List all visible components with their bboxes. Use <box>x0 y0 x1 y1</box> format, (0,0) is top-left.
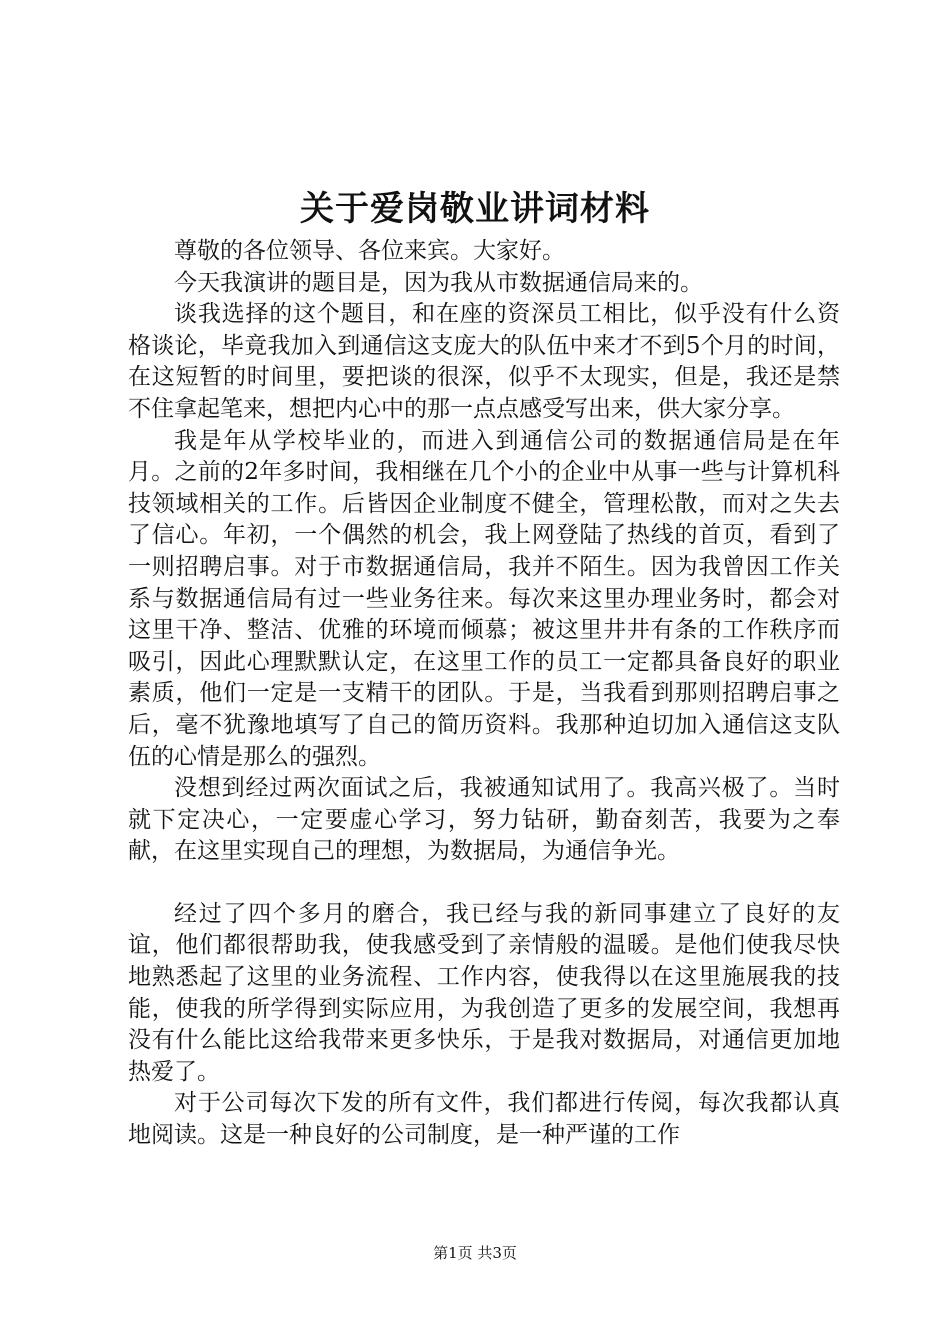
document-body <box>128 236 840 1152</box>
paragraph-choice: 谈我选择的这个题目，和在座的资深员工相比，似乎没有什么资格谈论，毕竟我加入到通信这支庞大的队伍中来才不到5个月的时间，在这短暂的时间里，要把谈的很深，似乎不太现实，但是，我还是禁不住拿起笔来，想把内心中的那一点点感受写出来，供大家分享。 <box>128 301 840 422</box>
page-number: 第1页 共3页 <box>433 1244 517 1262</box>
document-title: 关于爱岗敬业讲词材料 <box>300 189 650 229</box>
paragraph-documents: 对于公司每次下发的所有文件，我们都进行传阅，每次我都认真地阅读。这是一种良好的公司制度，是一种严谨的工作 <box>128 1090 840 1149</box>
paragraph-colleagues: 经过了四个多月的磨合，我已经与我的新同事建立了良好的友谊，他们都很帮助我，使我感受到了亲情般的温暖。是他们使我尽快地熟悉起了这里的业务流程、工作内容，使我得以在这里施展我的技能，使我的所学得到实际应用，为我创造了更多的发展空间，我想再没有什么能比这给我带来更多快乐，于是我对数据局，对通信更加地热爱了。 <box>128 900 840 1085</box>
paragraph-interview: 没想到经过两次面试之后，我被通知试用了。我高兴极了。当时就下定决心，一定要虚心学习，努力钻研，勤奋刻苦，我要为之奉献，在这里实现自己的理想，为数据局，为通信争光。 <box>128 775 840 865</box>
paragraph-greeting: 尊敬的各位领导、各位来宾。大家好。 <box>174 238 565 264</box>
paragraph-background: 我是年从学校毕业的，而进入到通信公司的数据通信局是在年月。之前的2年多时间，我相继在几个小的企业中从事一些与计算机科技领域相关的工作。后皆因企业制度不健全，管理松散，而对之失去了信心。年初，一个偶然的机会，我上网登陆了热线的首页，看到了一则招聘启事。对于市数据通信局，我并不陌生。因为我曾因工作关系与数据通信局有过一些业务往来。每次来这里办理业务时，都会对这里干净、整洁、优雅的环境而倾慕；被这里井井有条的工作秩序而吸引，因此心理默默认定，在这里工作的员工一定都具备良好的职业素质，他们一定是一支精干的团队。于是，当我看到那则招聘启事之后，毫不犹豫地填写了自己的简历资料。我那种迫切加入通信这支队伍的心情是那么的强烈。 <box>128 427 840 770</box>
paragraph-topic: 今天我演讲的题目是，因为我从市数据通信局来的。 <box>174 269 703 296</box>
